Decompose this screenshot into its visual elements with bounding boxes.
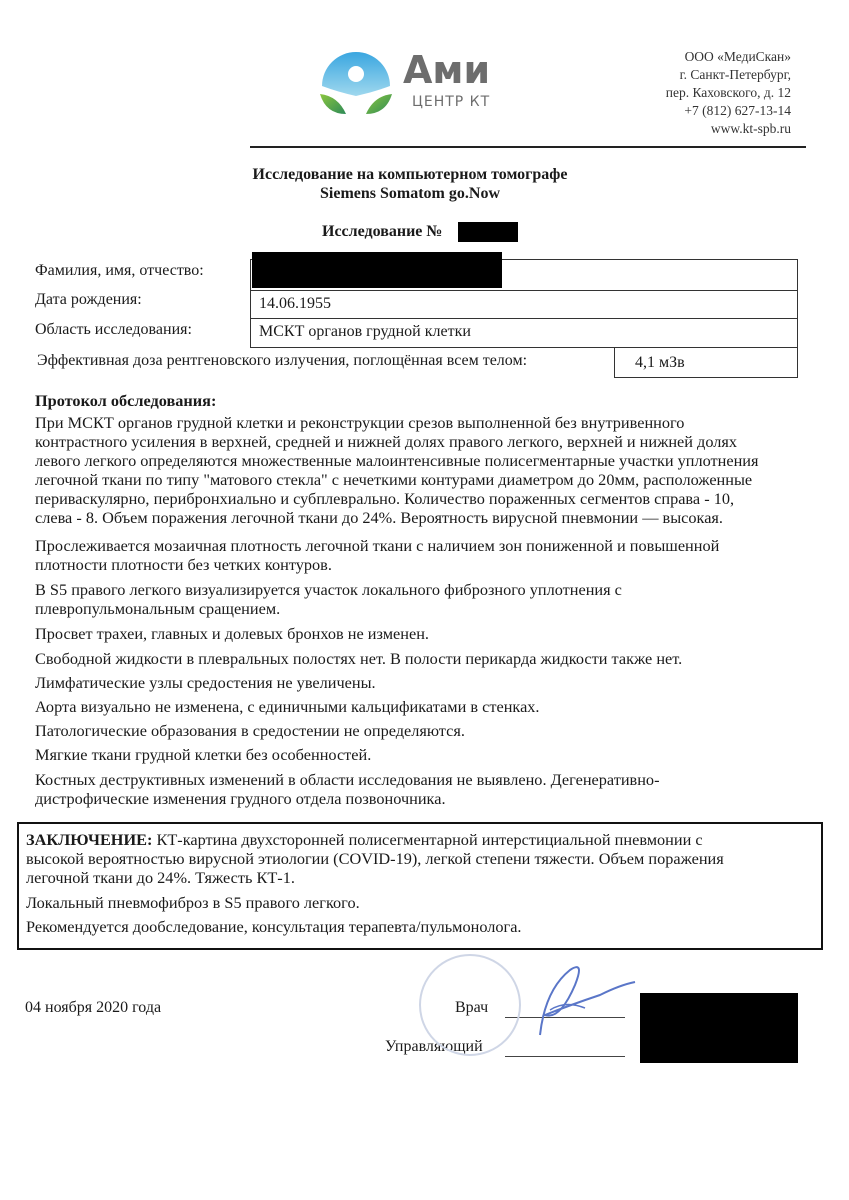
conclusion-label: ЗАКЛЮЧЕНИЕ: (26, 830, 153, 849)
protocol-line: Просвет трахеи, главных и долевых бронхов не изменен. (35, 624, 429, 643)
logo-subtitle: ЦЕНТР КТ (412, 94, 491, 110)
clinic-logo (316, 52, 396, 122)
protocol-line: плотности плотности без четких контуров. (35, 555, 332, 574)
title-line-1: Исследование на компьютерном томографе (252, 166, 568, 183)
protocol-line: При МСКТ органов грудной клетки и реконструкции срезов выполненной без внутривенного (35, 413, 685, 432)
manager-label: Управляющий (385, 1038, 483, 1055)
title-line-2: Siemens Somatom go.Now (320, 185, 500, 202)
company-name: ООО «МедиСкан» (684, 49, 791, 64)
logo-icon (316, 52, 396, 122)
protocol-line: Костных деструктивных изменений в области исследования не выявлено. Дегенеративно- (35, 770, 660, 789)
city: г. Санкт-Петербург, (679, 67, 791, 82)
study-number-redacted (458, 222, 518, 242)
protocol-line: Прослеживается мозаичная плотность легочной ткани с наличием зон пониженной и повышенной (35, 536, 720, 555)
conclusion-line: Рекомендуется дообследование, консультация терапевта/пульмонолога. (26, 917, 522, 936)
protocol-line: дистрофические изменения грудного отдела позвоночника. (35, 789, 446, 808)
protocol-line: В S5 правого легкого визуализируется участок локального фиброзного уплотнения с (35, 580, 622, 599)
area-field (250, 318, 798, 348)
dob-field (250, 290, 798, 319)
protocol-line: Патологические образования в средостении не определяются. (35, 721, 465, 740)
protocol-line: контрастного усиления в верхней, средней и нижней долях правого легкого, верхней и нижней долях (35, 432, 738, 451)
dose-field (614, 347, 798, 378)
protocol-line: Мягкие ткани грудной клетки без особенностей. (35, 745, 372, 764)
dose-label: Эффективная доза рентгеновского излучения, поглощённая всем телом: (37, 352, 528, 369)
name-label: Фамилия, имя, отчество: (35, 262, 204, 279)
protocol-line: слева - 8. Объем поражения легочной ткани до 24%. Вероятность вирусной пневмонии — высокая. (35, 508, 723, 527)
protocol-line: левого легкого определяются множественные малоинтенсивные полисегментарные участки уплотнения (35, 451, 759, 470)
protocol-line: плевропульмональным сращением. (35, 599, 281, 618)
header-divider (250, 146, 806, 148)
dose-value: 4,1 мЗв (635, 354, 685, 371)
protocol-line: периваскулярно, перибронхиально и субплеврально. Количество пораженных сегментов справа - 10, (35, 489, 735, 508)
conclusion-line: высокой вероятностью вирусной этиологии (COVID-19), легкой степени тяжести. Объем поражения (26, 849, 724, 868)
doctor-label: Врач (455, 999, 489, 1016)
phone: +7 (812) 627-13-14 (684, 103, 791, 118)
dob-label: Дата рождения: (35, 291, 142, 308)
name-redacted (252, 252, 502, 288)
website: www.kt-spb.ru (710, 121, 791, 136)
dob-value: 14.06.1955 (259, 295, 331, 312)
protocol-line: Лимфатические узлы средостения не увеличены. (35, 673, 376, 692)
conclusion-text: КТ-картина двухсторонней полисегментарной интерстициальной пневмонии с (152, 830, 703, 849)
logo-name: Ами (403, 48, 491, 92)
conclusion-line: легочной ткани до 24%. Тяжесть КТ-1. (26, 868, 295, 887)
area-value: МСКТ органов грудной клетки (259, 323, 471, 340)
area-label: Область исследования: (35, 321, 192, 338)
protocol-heading: Протокол обследования: (35, 391, 217, 410)
conclusion-line: Локальный пневмофиброз в S5 правого легкого. (26, 893, 360, 912)
protocol-line: Аорта визуально не изменена, с единичными кальцификатами в стенках. (35, 697, 540, 716)
protocol-line: Свободной жидкости в плевральных полостях нет. В полости перикарда жидкости также нет. (35, 649, 683, 668)
report-date: 04 ноября 2020 года (25, 999, 162, 1016)
signature-redacted (640, 993, 798, 1063)
address: пер. Каховского, д. 12 (665, 85, 791, 100)
protocol-line: легочной ткани по типу "матового стекла" с нечеткими контурами диаметром до 20мм, расположенные (35, 470, 753, 489)
contact-block (666, 48, 791, 138)
stamp-and-signature (370, 950, 650, 1060)
study-number-label: Исследование № (322, 223, 443, 240)
conclusion-line (26, 830, 703, 850)
